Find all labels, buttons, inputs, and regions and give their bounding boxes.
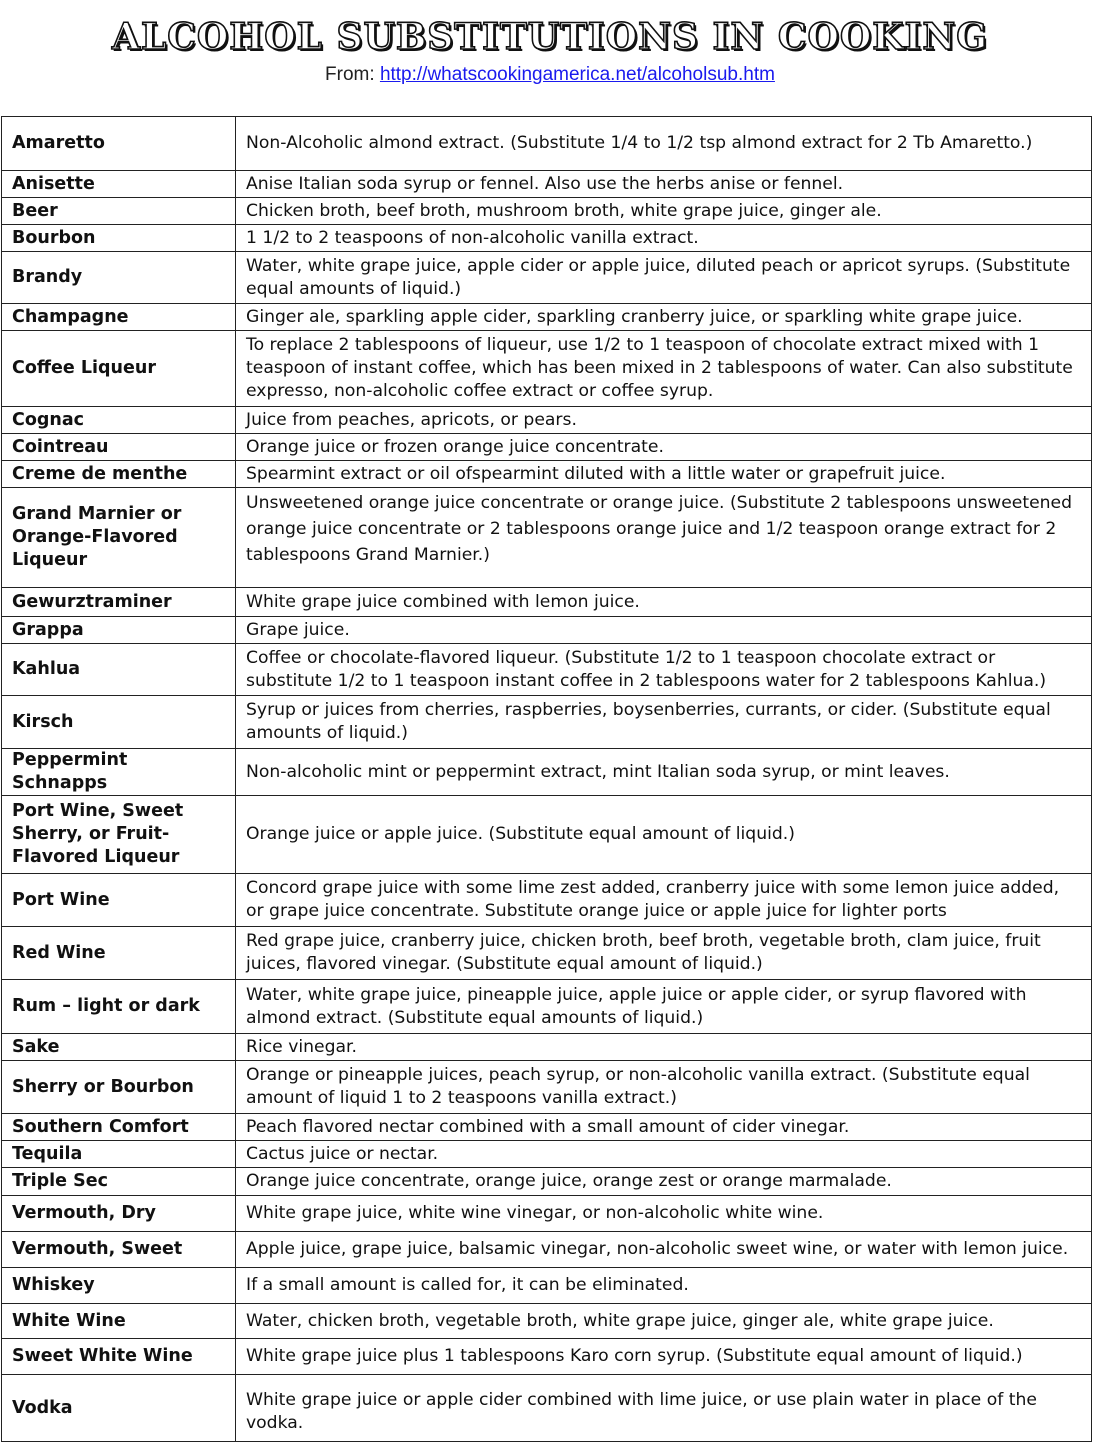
substitution-text: To replace 2 tablespoons of liqueur, use 1/2 to 1 teaspoon of chocolate extract mixed with 1 teaspoon of instant coffee, which has been mixed in 2 tablespoons of water. Can also substitute expresso, non-alcoholic coffee extract or coffee syrup. bbox=[236, 331, 1092, 407]
table-row bbox=[2, 198, 1092, 225]
table-row bbox=[2, 1196, 1092, 1232]
table-row bbox=[2, 434, 1092, 461]
table-row bbox=[2, 304, 1092, 331]
alcohol-name: Vermouth, Sweet bbox=[2, 1232, 236, 1268]
source-line bbox=[0, 62, 1100, 88]
alcohol-name: Rum – light or dark bbox=[2, 980, 236, 1034]
substitution-text: 1 1/2 to 2 teaspoons of non-alcoholic vanilla extract. bbox=[236, 225, 1092, 252]
alcohol-name: Sweet White Wine bbox=[2, 1339, 236, 1375]
alcohol-name: Amaretto bbox=[2, 117, 236, 171]
substitution-text: If a small amount is called for, it can be eliminated. bbox=[236, 1268, 1092, 1304]
substitution-text: Water, chicken broth, vegetable broth, white grape juice, ginger ale, white grape juice. bbox=[236, 1304, 1092, 1339]
page-header bbox=[0, 0, 1100, 116]
alcohol-name: Cointreau bbox=[2, 434, 236, 461]
source-prefix: From: bbox=[325, 64, 380, 85]
table-row bbox=[2, 1168, 1092, 1196]
substitution-text: Rice vinegar. bbox=[236, 1034, 1092, 1061]
substitution-text: Coffee or chocolate-flavored liqueur. (Substitute 1/2 to 1 teaspoon chocolate extract or substitute 1/2 to 1 teaspoon instant coffee in 2 tablespoons water for 2 tablespoons Kahlua.) bbox=[236, 644, 1092, 696]
table-row bbox=[2, 696, 1092, 749]
alcohol-name: Vermouth, Dry bbox=[2, 1196, 236, 1232]
substitutions-table-body bbox=[2, 117, 1092, 1442]
substitutions-table bbox=[1, 116, 1092, 1442]
table-row bbox=[2, 1375, 1092, 1442]
table-row bbox=[2, 1061, 1092, 1114]
substitution-text: Apple juice, grape juice, balsamic vinegar, non-alcoholic sweet wine, or water with lemon juice. bbox=[236, 1232, 1092, 1268]
table-row bbox=[2, 617, 1092, 644]
alcohol-name: Anisette bbox=[2, 171, 236, 198]
table-row bbox=[2, 407, 1092, 434]
alcohol-name: Cognac bbox=[2, 407, 236, 434]
substitution-text: Red grape juice, cranberry juice, chicken broth, beef broth, vegetable broth, clam juice, fruit juices, flavored vinegar. (Substitute equal amount of liquid.) bbox=[236, 927, 1092, 980]
alcohol-name: Grappa bbox=[2, 617, 236, 644]
table-row bbox=[2, 874, 1092, 927]
substitution-text: Water, white grape juice, pineapple juice, apple juice or apple cider, or syrup flavored with almond extract. (Substitute equal amounts of liquid.) bbox=[236, 980, 1092, 1034]
substitution-text: Spearmint extract or oil ofspearmint diluted with a little water or grapefruit juice. bbox=[236, 461, 1092, 488]
table-row bbox=[2, 1339, 1092, 1375]
substitution-text: Chicken broth, beef broth, mushroom broth, white grape juice, ginger ale. bbox=[236, 198, 1092, 225]
table-row bbox=[2, 117, 1092, 171]
alcohol-name: Red Wine bbox=[2, 927, 236, 980]
alcohol-name: Sake bbox=[2, 1034, 236, 1061]
alcohol-name: Brandy bbox=[2, 252, 236, 304]
table-row bbox=[2, 1114, 1092, 1141]
substitution-text: Peach flavored nectar combined with a small amount of cider vinegar. bbox=[236, 1114, 1092, 1141]
alcohol-name: Kahlua bbox=[2, 644, 236, 696]
table-row bbox=[2, 252, 1092, 304]
alcohol-name: Triple Sec bbox=[2, 1168, 236, 1196]
alcohol-name: Whiskey bbox=[2, 1268, 236, 1304]
table-row bbox=[2, 331, 1092, 407]
alcohol-name: Sherry or Bourbon bbox=[2, 1061, 236, 1114]
alcohol-name: Grand Marnier or Orange-Flavored Liqueur bbox=[2, 488, 236, 588]
table-row bbox=[2, 171, 1092, 198]
alcohol-name: Kirsch bbox=[2, 696, 236, 749]
substitution-text: Non-Alcoholic almond extract. (Substitute 1/4 to 1/2 tsp almond extract for 2 Tb Amaretto.) bbox=[236, 117, 1092, 171]
substitution-text: Orange juice concentrate, orange juice, orange zest or orange marmalade. bbox=[236, 1168, 1092, 1196]
table-row bbox=[2, 588, 1092, 617]
table-row bbox=[2, 1034, 1092, 1061]
table-row bbox=[2, 461, 1092, 488]
alcohol-name: Port Wine bbox=[2, 874, 236, 927]
substitution-text: Syrup or juices from cherries, raspberries, boysenberries, currants, or cider. (Substitute equal amounts of liquid.) bbox=[236, 696, 1092, 749]
alcohol-name: Beer bbox=[2, 198, 236, 225]
table-row bbox=[2, 1141, 1092, 1168]
substitution-text: White grape juice or apple cider combined with lime juice, or use plain water in place of the vodka. bbox=[236, 1375, 1092, 1442]
alcohol-name: White Wine bbox=[2, 1304, 236, 1339]
table-row bbox=[2, 1268, 1092, 1304]
substitution-text: Orange or pineapple juices, peach syrup, or non-alcoholic vanilla extract. (Substitute equal amount of liquid 1 to 2 teaspoons vanilla extract.) bbox=[236, 1061, 1092, 1114]
table-row bbox=[2, 488, 1092, 588]
alcohol-name: Bourbon bbox=[2, 225, 236, 252]
table-row bbox=[2, 749, 1092, 796]
substitution-text: Cactus juice or nectar. bbox=[236, 1141, 1092, 1168]
substitution-text: Orange juice or frozen orange juice concentrate. bbox=[236, 434, 1092, 461]
table-row bbox=[2, 796, 1092, 874]
substitution-text: Ginger ale, sparkling apple cider, sparkling cranberry juice, or sparkling white grape juice. bbox=[236, 304, 1092, 331]
substitution-text: Non-alcoholic mint or peppermint extract, mint Italian soda syrup, or mint leaves. bbox=[236, 749, 1092, 796]
substitution-text: White grape juice combined with lemon juice. bbox=[236, 588, 1092, 617]
alcohol-name: Gewurztraminer bbox=[2, 588, 236, 617]
alcohol-name: Vodka bbox=[2, 1375, 236, 1442]
substitution-text: Water, white grape juice, apple cider or apple juice, diluted peach or apricot syrups. (Substitute equal amounts of liquid.) bbox=[236, 252, 1092, 304]
alcohol-name: Peppermint Schnapps bbox=[2, 749, 236, 796]
substitution-text: Grape juice. bbox=[236, 617, 1092, 644]
table-row bbox=[2, 1304, 1092, 1339]
substitution-text: Orange juice or apple juice. (Substitute equal amount of liquid.) bbox=[236, 796, 1092, 874]
table-row bbox=[2, 225, 1092, 252]
substitution-text: Unsweetened orange juice concentrate or orange juice. (Substitute 2 tablespoons unsweetened orange juice concentrate or 2 tablespoons orange juice and 1/2 teaspoon orange extract for 2 tablespoons Grand Marnier.) bbox=[236, 488, 1092, 588]
alcohol-name: Coffee Liqueur bbox=[2, 331, 236, 407]
alcohol-name: Tequila bbox=[2, 1141, 236, 1168]
page-title: ALCOHOL SUBSTITUTIONS IN COOKING bbox=[112, 16, 988, 58]
table-row bbox=[2, 980, 1092, 1034]
substitution-text: White grape juice plus 1 tablespoons Karo corn syrup. (Substitute equal amount of liquid.) bbox=[236, 1339, 1092, 1375]
table-row bbox=[2, 927, 1092, 980]
source-link[interactable]: http://whatscookingamerica.net/alcoholsub.htm bbox=[379, 64, 775, 85]
substitution-text: Anise Italian soda syrup or fennel. Also use the herbs anise or fennel. bbox=[236, 171, 1092, 198]
alcohol-name: Champagne bbox=[2, 304, 236, 331]
alcohol-name: Port Wine, Sweet Sherry, or Fruit-Flavored Liqueur bbox=[2, 796, 236, 874]
table-row bbox=[2, 644, 1092, 696]
alcohol-name: Creme de menthe bbox=[2, 461, 236, 488]
alcohol-name: Southern Comfort bbox=[2, 1114, 236, 1141]
substitution-text: White grape juice, white wine vinegar, or non-alcoholic white wine. bbox=[236, 1196, 1092, 1232]
table-row bbox=[2, 1232, 1092, 1268]
substitution-text: Juice from peaches, apricots, or pears. bbox=[236, 407, 1092, 434]
substitution-text: Concord grape juice with some lime zest added, cranberry juice with some lemon juice added, or grape juice concentrate. Substitute orange juice or apple juice for lighter ports bbox=[236, 874, 1092, 927]
